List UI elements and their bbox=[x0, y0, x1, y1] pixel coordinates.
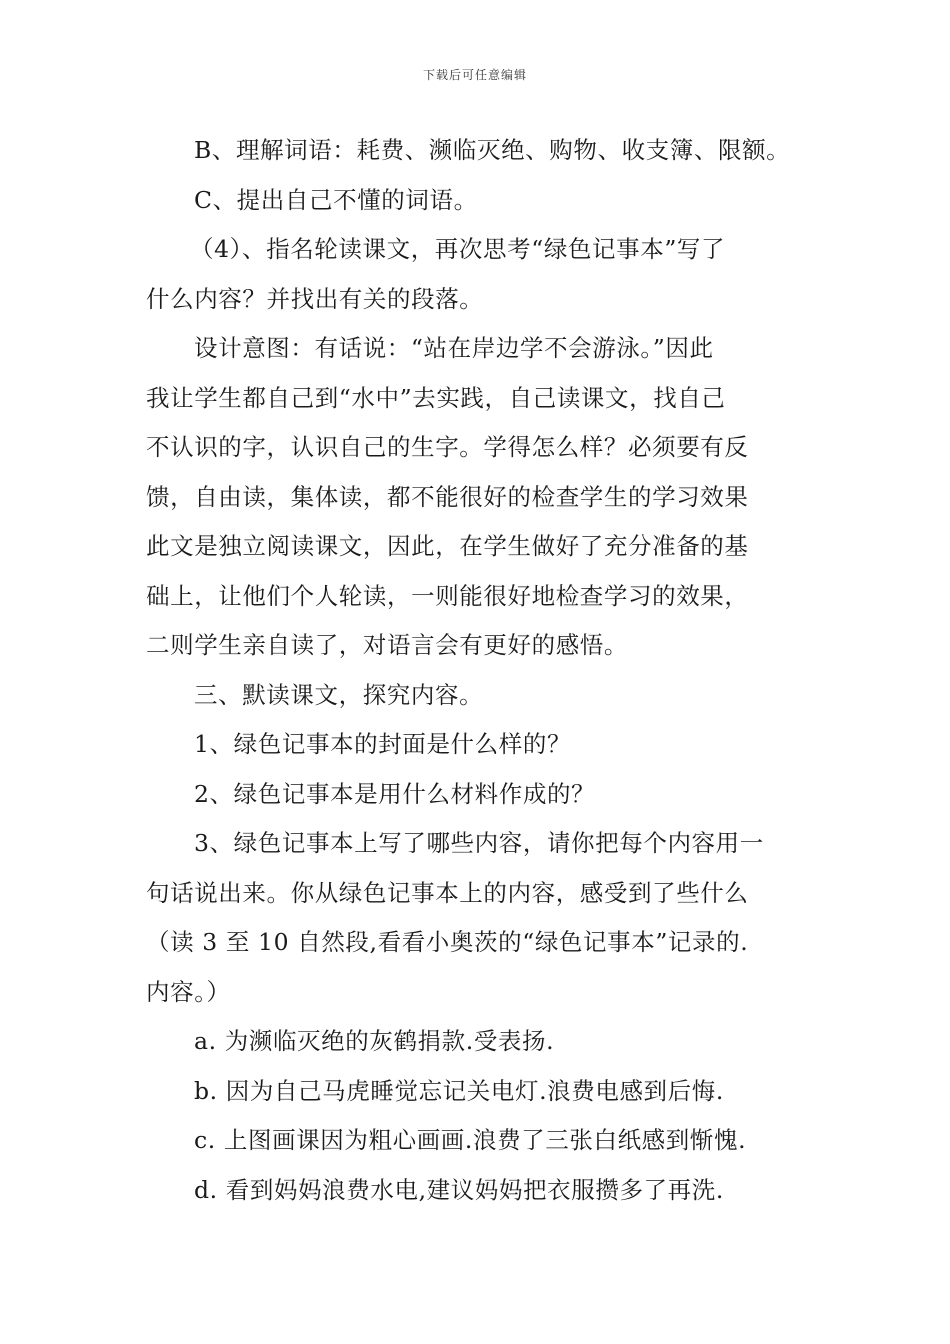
section-heading: 三、默读课文，探究内容。 bbox=[194, 680, 484, 709]
text-line: 内容。） bbox=[146, 977, 231, 1006]
text-line: （4）、指名轮读课文，再次思考“绿色记事本”写了 bbox=[190, 235, 726, 263]
page-header: 下载后可任意编辑 bbox=[422, 68, 527, 82]
text-line: 我让学生都自己到“水中”去实践，自己读课文，找自己 bbox=[146, 383, 726, 412]
text-line: 什么内容？并找出有关的段落。 bbox=[146, 284, 484, 313]
text-line: 此文是独立阅读课文，因此，在学生做好了充分准备的基 bbox=[146, 532, 749, 560]
text-line: 不认识的字，认识自己的生字。学得怎么样？必须要有反 bbox=[146, 433, 749, 461]
text-line: （读 3 至 10 自然段,看看小奥茨的“绿色记事本”记录的. bbox=[146, 928, 749, 956]
text-line: 设计意图：有话说：“站在岸边学不会游泳。”因此 bbox=[194, 334, 714, 362]
text-line: 句话说出来。你从绿色记事本上的内容，感受到了些什么 bbox=[146, 878, 749, 907]
list-item: c. 上图画课因为粗心画画.浪费了三张白纸感到惭愧. bbox=[194, 1126, 747, 1154]
text-line: B、理解词语：耗费、濒临灭绝、购物、收支簿、限额。 bbox=[194, 136, 791, 164]
text-line: 二则学生亲自读了，对语言会有更好的感悟。 bbox=[146, 631, 628, 659]
document-body bbox=[146, 126, 808, 1215]
text-line: 馈，自由读，集体读，都不能很好的检查学生的学习效果 bbox=[146, 482, 749, 511]
text-line: 础上，让他们个人轮读，一则能很好地检查学习的效果， bbox=[146, 581, 749, 610]
question-item: 3、绿色记事本上写了哪些内容，请你把每个内容用一 bbox=[194, 829, 764, 857]
list-item: d. 看到妈妈浪费水电,建议妈妈把衣服攒多了再洗. bbox=[194, 1175, 724, 1204]
text-line: C、提出自己不懂的词语。 bbox=[194, 185, 478, 214]
list-item: b. 因为自己马虎睡觉忘记关电灯.浪费电感到后悔. bbox=[194, 1076, 724, 1105]
question-item: 2、绿色记事本是用什么材料作成的？ bbox=[194, 779, 596, 808]
list-item: a. 为濒临灭绝的灰鹤捐款.受表扬. bbox=[194, 1027, 555, 1055]
question-item: 1、绿色记事本的封面是什么样的？ bbox=[194, 730, 572, 758]
